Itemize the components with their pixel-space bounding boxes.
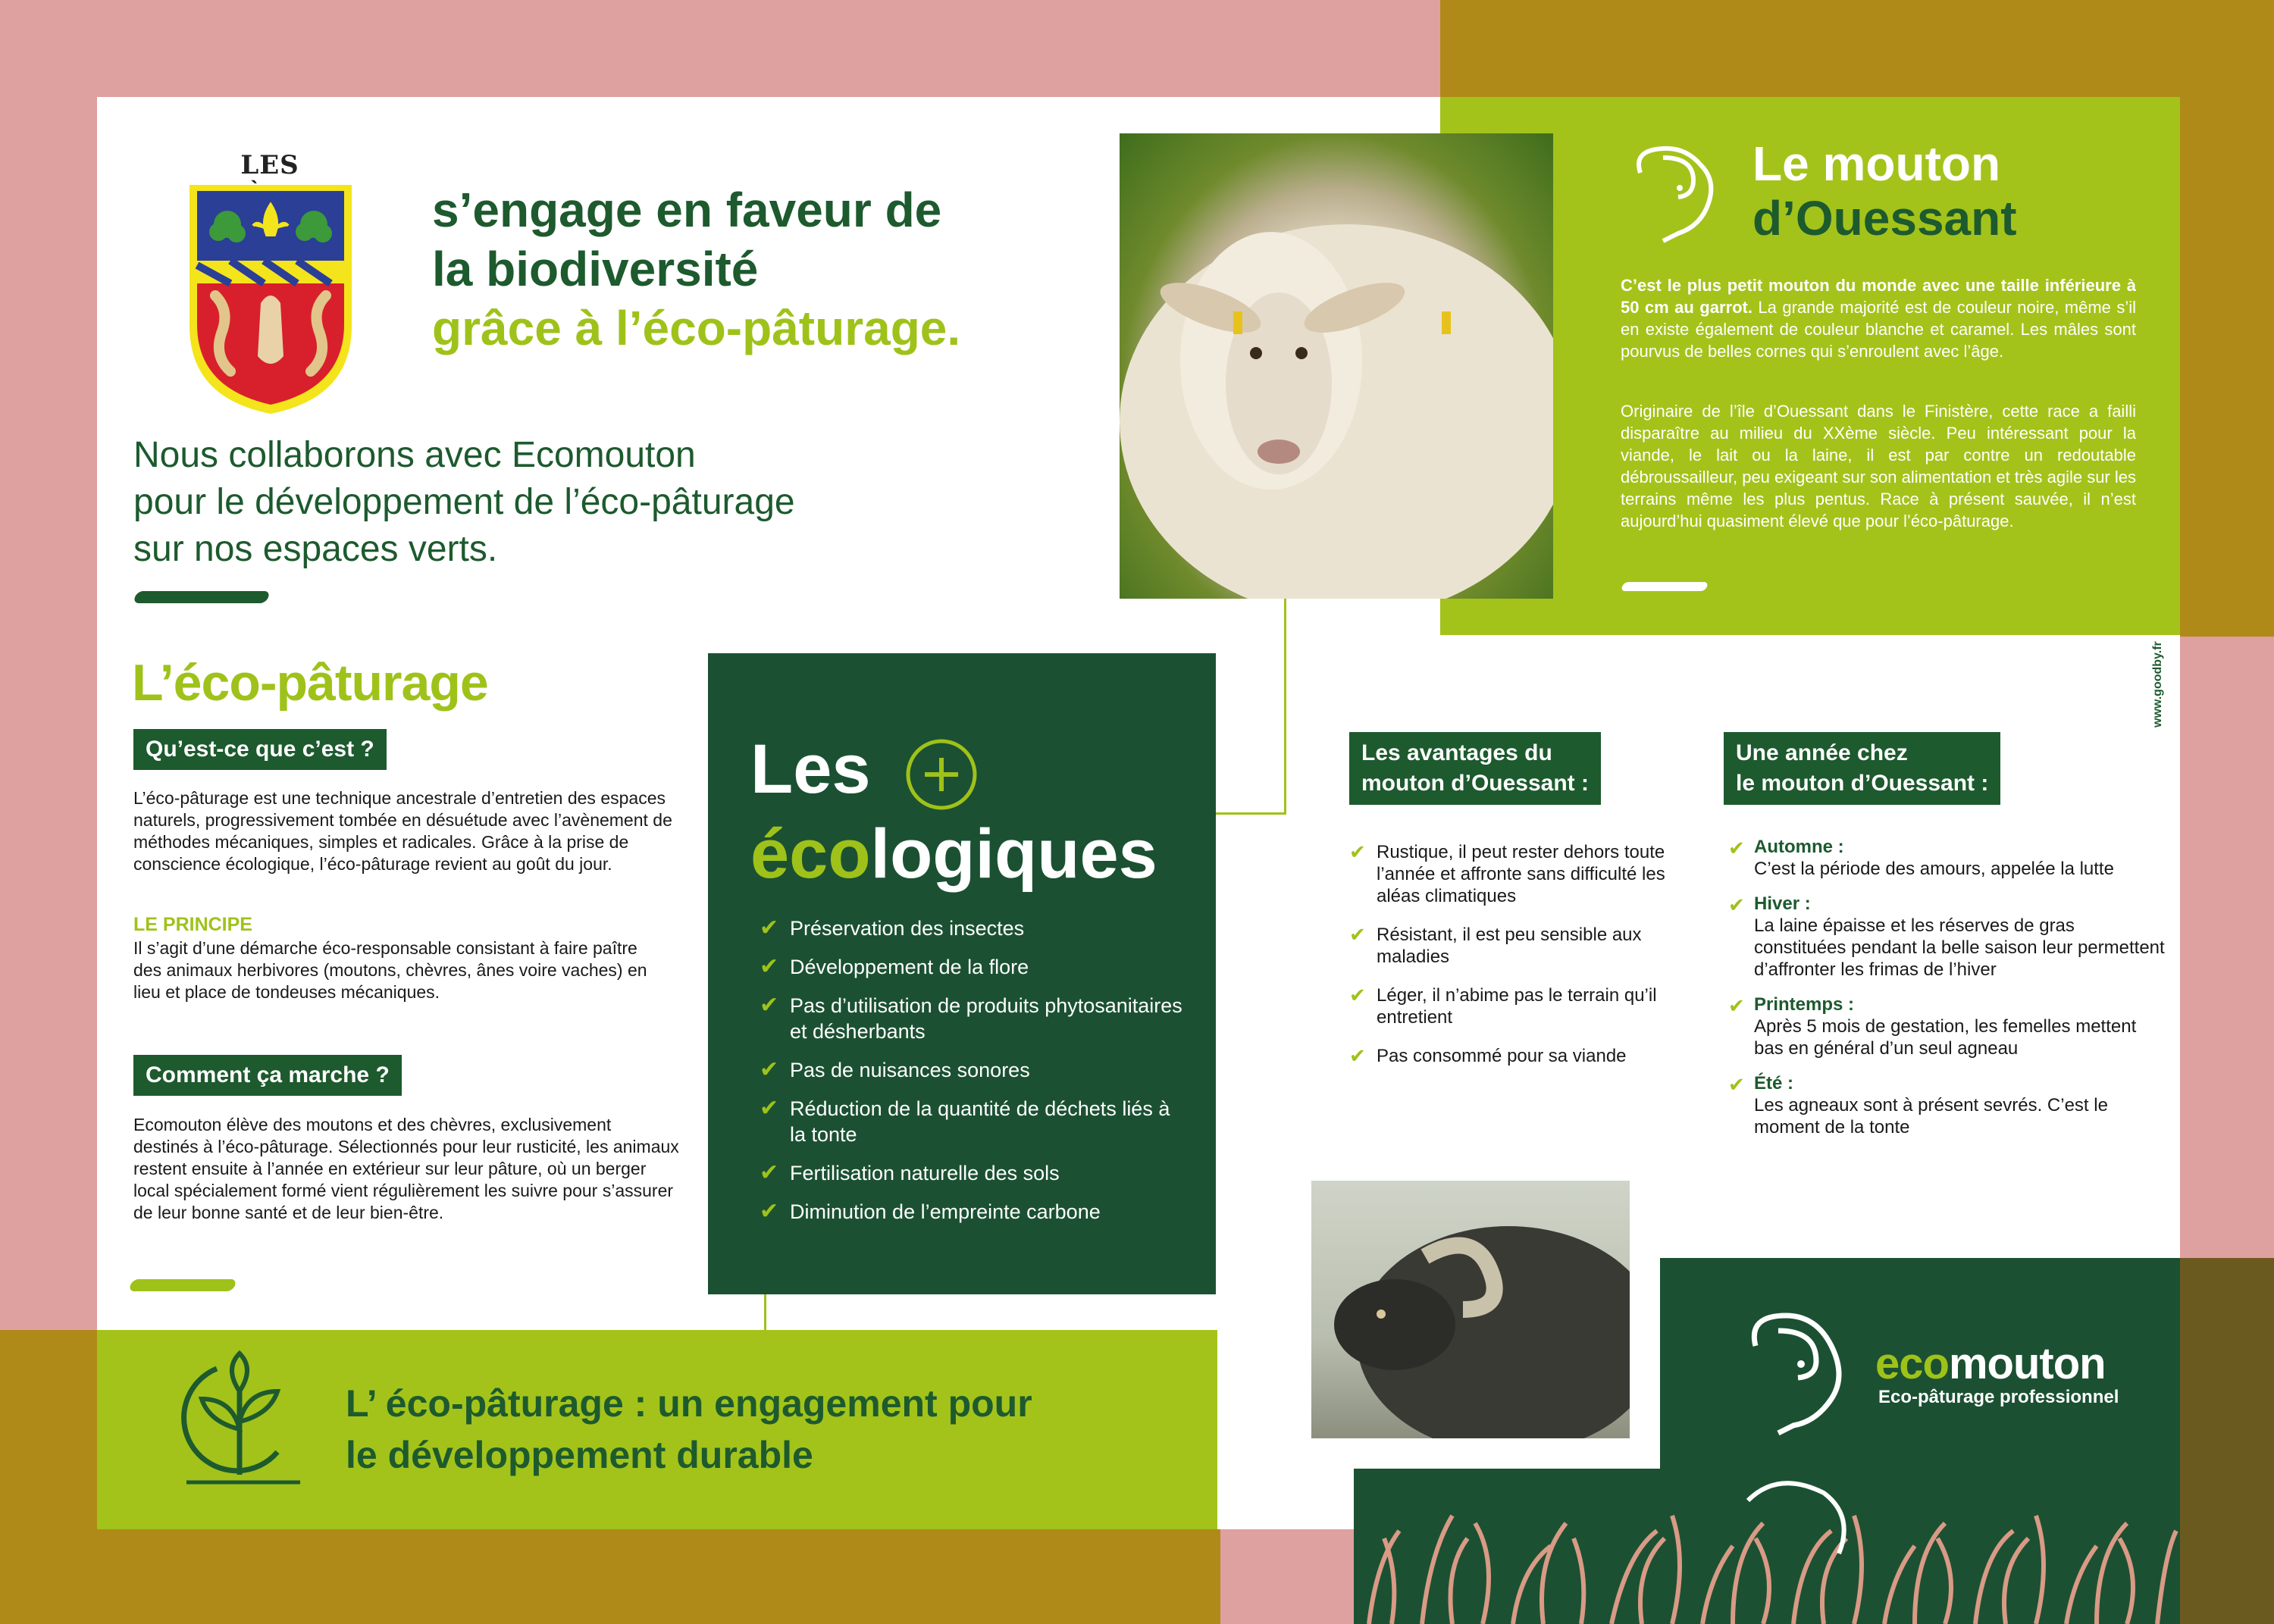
- list-item: ✔ Léger, il n’abime pas le terrain qu’il entretient: [1349, 984, 1657, 1028]
- connector-line: [764, 1294, 766, 1331]
- check-icon: ✔: [760, 1096, 779, 1121]
- headline: [432, 180, 1114, 358]
- section-title: L’éco-pâturage: [132, 654, 488, 712]
- mouton-rest: La grande majorité est de couleur noire, même s’il en existe également de couleur blanche et caramel. Les mâles sont pourvus de belles cornes qui s’enroulent avec l’âge.: [1621, 298, 2137, 361]
- plus-title-eco: éco: [750, 815, 871, 893]
- annee-title: [1724, 732, 2000, 805]
- principe-label: LE PRINCIPE: [133, 914, 252, 935]
- background-olive-right: [2175, 1258, 2274, 1624]
- list-item: ✔ Fertilisation naturelle des sols: [760, 1160, 1060, 1185]
- plus-title-les: Les: [750, 731, 871, 808]
- ecomouton-tagline: Eco-pâturage professionnel: [1878, 1387, 2119, 1407]
- list-item: ✔ Pas consommé pour sa viande: [1349, 1044, 1627, 1067]
- list-item: ✔ Pas d’utilisation de produits phytosanitaires et désherbants: [760, 993, 1182, 1043]
- avantages-list: [1349, 841, 1668, 1067]
- season-item: ✔ Printemps : Après 5 mois de gestation, les femelles mettent bas en général d’un seul agneau: [1728, 994, 2137, 1059]
- principe-paragraph: Il s’agit d’une démarche éco-responsable consistant à faire paître des animaux herbivores (moutons, chèvres, ânes voire vaches) en lieu et place de tondeuses mécaniques.: [133, 938, 647, 1002]
- intro-line-1: Nous collaborons avec Ecomouton: [133, 435, 696, 475]
- check-icon: ✔: [1349, 840, 1366, 863]
- list-item: ✔ Résistant, il est peu sensible aux maladies: [1349, 923, 1642, 967]
- how-paragraph: Ecomouton élève des moutons et des chèvres, exclusivement destinés à l’éco-pâturage. Sélectionnés pour leur rusticité, les animaux restent ensuite à l’année en extérieur sur leur pâture, où un berger local spécialement formé vient régulièrement les suivre pour s’assurer de leur bonne santé et de leur bien-être.: [133, 1115, 679, 1222]
- sheep-head-icon: [1618, 135, 1731, 249]
- season-item: ✔ Été : Les agneaux sont à présent sevrés. C’est le moment de la tonte: [1728, 1073, 2108, 1137]
- mouton-title-line-2: d’Ouessant: [1752, 191, 2017, 246]
- list-item: ✔ Réduction de la quantité de déchets liés à la tonte: [760, 1096, 1170, 1146]
- check-icon: ✔: [1349, 1044, 1366, 1067]
- connector-line: [1216, 812, 1286, 815]
- check-icon: ✔: [760, 1057, 779, 1082]
- mouton-title: [1752, 136, 2017, 246]
- check-icon: ✔: [1349, 923, 1366, 946]
- headline-line-2: la biodiversité: [432, 242, 759, 296]
- earth-plant-icon: [156, 1346, 308, 1490]
- intro-line-3: sur nos espaces verts.: [133, 529, 498, 569]
- avantages-title: [1349, 732, 1601, 805]
- black-sheep-photo: [1311, 1181, 1630, 1438]
- list-item: ✔ Diminution de l’empreinte carbone: [760, 1199, 1101, 1224]
- grass-illustration: [1354, 1470, 2180, 1624]
- headline-line-1: s’engage en faveur de: [432, 183, 942, 237]
- credit-url: www.goodby.fr: [2151, 641, 2164, 728]
- check-icon: ✔: [760, 1199, 779, 1224]
- check-icon: ✔: [1349, 984, 1366, 1006]
- check-icon: ✔: [760, 1160, 779, 1185]
- bottom-slogan-line-2: le développement durable: [346, 1434, 813, 1476]
- plus-title: [750, 728, 1157, 896]
- check-icon: ✔: [760, 954, 779, 979]
- headline-line-3: grâce à l’éco-pâturage.: [432, 301, 961, 355]
- question-how-label: Comment ça marche ?: [133, 1055, 402, 1096]
- mouton-bold: C’est le plus petit mouton du monde avec une taille inférieure à 50 cm au garrot.: [1621, 276, 2136, 317]
- what-paragraph: L’éco-pâturage est une technique ancestrale d’entretien des espaces naturels, progressivement tombée en désuétude avec l’avènement de méthodes mécaniques, simples et radicales. Grâce à la prise de conscience écologique, l’éco-pâturage revient au goût du jour.: [133, 788, 672, 874]
- connector-line: [1284, 599, 1286, 815]
- ecomouton-sheep-icon: [1725, 1300, 1862, 1437]
- brush-stroke: [133, 591, 271, 603]
- crest-title: LES: [240, 150, 299, 180]
- plus-circle-icon: [904, 737, 979, 812]
- list-item: ✔ Développement de la flore: [760, 954, 1029, 979]
- mouton-paragraph-2: Originaire de l’île d’Ouessant dans le Finistère, cette race a failli disparaître au milieu du XXème siècle. Peu intéressant pour la viande, le lait ou la laine, il est par contre un redoutable débroussailleur, peu exigeant sur son alimentation et très agile sur les terrains même les plus pentus. Race à présent sauvée, il n’est aujourd’hui quasiment élevé que pour l’éco-pâturage.: [1621, 402, 2136, 530]
- mouton-title-line-1: Le mouton: [1752, 136, 2001, 191]
- season-item: ✔ Hiver : La laine épaisse et les réserves de gras constituées pendant la belle saison leur permettent d’affronter les frimas de l’hiver: [1728, 893, 2165, 980]
- ecomouton-wordmark: ecomouton: [1875, 1339, 2106, 1388]
- list-item: ✔ Pas de nuisances sonores: [760, 1057, 1030, 1082]
- check-icon: ✔: [760, 993, 779, 1018]
- annee-title-label: Une année chez le mouton d’Ouessant :: [1724, 732, 2000, 805]
- question-what-label: Qu’est-ce que c’est ?: [133, 729, 387, 770]
- brush-stroke-white: [1621, 582, 1709, 591]
- season-item: ✔ Automne : C’est la période des amours, appelée la lutte: [1728, 837, 2114, 879]
- question-what: [133, 729, 387, 770]
- check-icon: ✔: [760, 915, 779, 940]
- plus-title-rest: logiques: [870, 815, 1157, 893]
- coat-of-arms-icon: [185, 182, 356, 417]
- question-how: [133, 1055, 402, 1096]
- list-item: ✔ Préservation des insectes: [760, 915, 1025, 940]
- list-item: ✔ Rustique, il peut rester dehors toute l’année et affronte sans difficulté les aléas climatiques: [1349, 840, 1665, 906]
- avantages-title-label: Les avantages du mouton d’Ouessant :: [1349, 732, 1601, 805]
- mouton-paragraph-1: [1621, 274, 2136, 362]
- check-icon: ✔: [1728, 1073, 1745, 1096]
- benefits-list: [760, 915, 1184, 1225]
- brush-stroke-lime: [128, 1279, 237, 1291]
- seasons-list: [1728, 837, 2168, 1138]
- intro-line-2: pour le développement de l’éco-pâturage: [133, 482, 795, 522]
- bottom-slogan-line-1: L’ éco-pâturage : un engagement pour: [346, 1382, 1032, 1425]
- check-icon: ✔: [1728, 837, 1745, 859]
- intro-text: [133, 432, 1043, 573]
- check-icon: ✔: [1728, 893, 1745, 916]
- white-sheep-photo: [1120, 133, 1553, 599]
- bottom-slogan: [346, 1378, 1179, 1481]
- check-icon: ✔: [1728, 994, 1745, 1017]
